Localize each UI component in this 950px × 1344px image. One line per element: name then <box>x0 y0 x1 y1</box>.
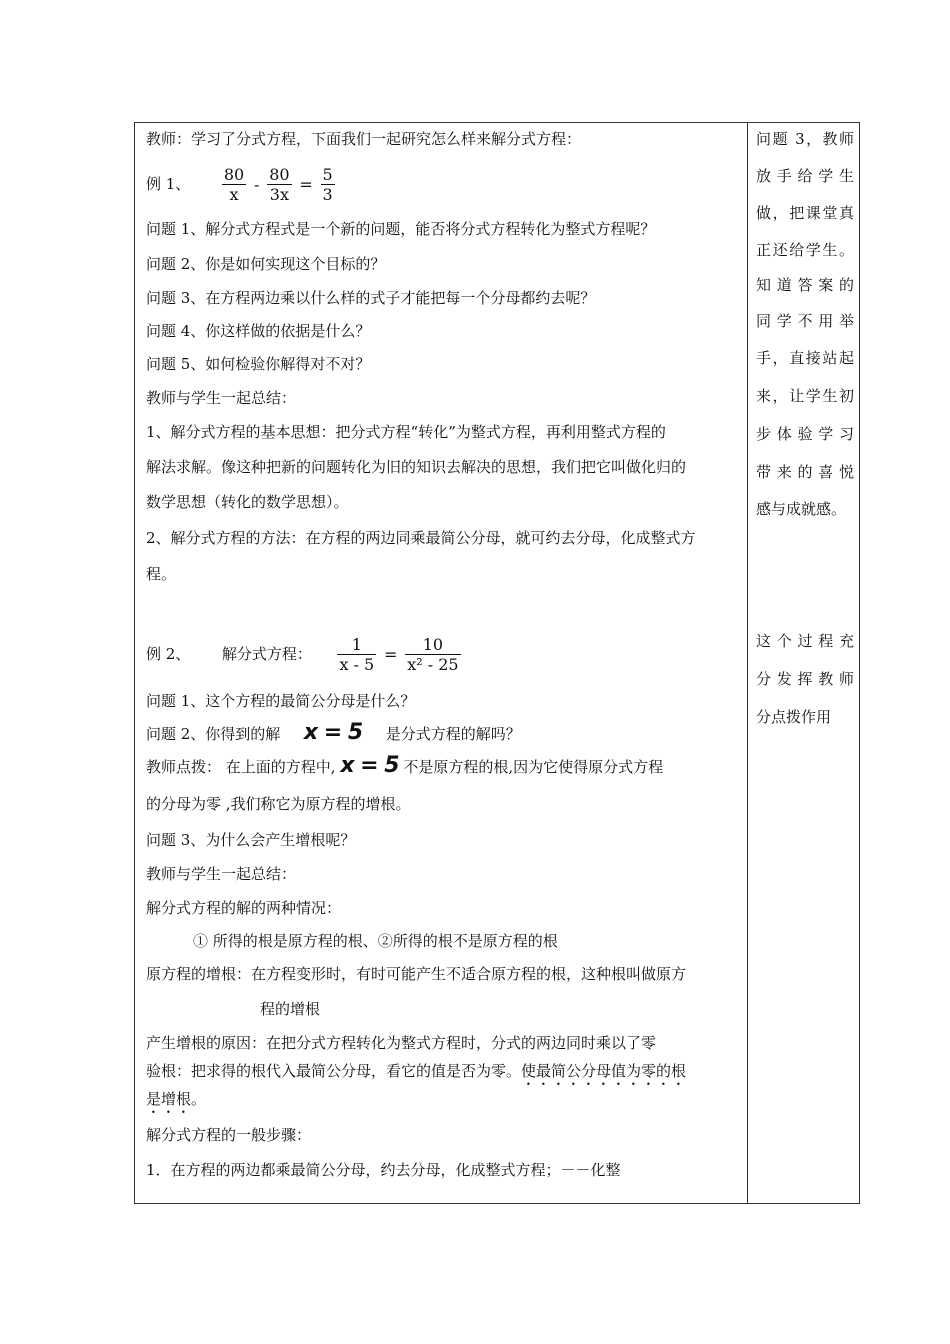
note-line: 知道答案的 <box>756 276 854 294</box>
note-line: 做，把课堂真 <box>756 204 854 222</box>
teacher-hint-line-2: 的分母为零 ,我们称它为原方程的增根。 <box>146 795 411 813</box>
extraneous-root-definition: 原方程的增根：在方程变形时，有时可能产生不适合原方程的根，这种根叫做原方 <box>146 965 687 983</box>
general-steps-heading: 解分式方程的一般步骤： <box>146 1126 312 1144</box>
summary-2-line-2: 程。 <box>146 565 177 583</box>
note-line: 手，直接站起 <box>756 349 854 367</box>
note-line: 带来的喜悦 <box>756 463 854 481</box>
note-line: 正还给学生。 <box>756 241 854 259</box>
teacher-hint-line-1: 教师点拨： 在上面的方程中, x = 5 不是原方程的根,因为它使得原分式方程 <box>146 753 664 778</box>
summary-heading-2: 教师与学生一起总结： <box>146 865 297 883</box>
x-equals-5-formula: x = 5 <box>340 753 399 778</box>
question-5: 问题 5、如何检验你解得对不对？ <box>146 355 371 373</box>
note-line: 问题 3，教师 <box>756 130 854 148</box>
example-2-text: 解分式方程： <box>221 645 312 663</box>
question-3: 问题 3、在方程两边乘以什么样的式子才能把每一个分母都约去呢？ <box>146 289 596 307</box>
summary-2-line-1: 2、解分式方程的方法：在方程的两边同乘最简公分母，就可约去分母，化成整式方 <box>146 529 696 547</box>
note-line: 分点拨作用 <box>756 708 832 726</box>
note-line: 步体验学习 <box>756 425 854 443</box>
fraction-1-over-x-minus-5: $\frac{1}{x - 5}$ <box>339 634 375 674</box>
teacher-intro: 教师：学习了分式方程，下面我们一起研究怎么样来解分式方程： <box>146 130 582 148</box>
example-1: 例 1、 $\frac{80}{x}$ - $\frac{80}{3x}$ = $\frac{5}{3}$ <box>146 164 333 204</box>
extraneous-root-reason: 产生增根的原因：在把分式方程转化为整式方程时，分式的两边同时乘以了零 <box>146 1034 657 1052</box>
summary-1-line-3: 数学思想（转化的数学思想）。 <box>146 493 349 511</box>
example-2: 例 2、 解分式方程： $\frac{1}{x - 5}$ = $\frac{10}{\text{x² - 25}}$ <box>146 634 459 674</box>
extraneous-root-definition-cont: 程的增根 <box>260 1000 321 1018</box>
two-cases-list: ① 所得的根是原方程的根、②所得的根不是原方程的根 <box>193 932 558 950</box>
example-1-label: 例 1、 <box>146 175 191 193</box>
question-1: 问题 1、解分式方程式是一个新的问题，能否将分式方程转化为整式方程呢？ <box>146 220 656 238</box>
summary-heading-1: 教师与学生一起总结： <box>146 389 297 407</box>
example-2-label: 例 2、 <box>146 645 191 663</box>
verify-root: 验根：把求得的根代入最简公分母，看它的值是否为零。使最简公分母值为零的根 <box>146 1062 687 1080</box>
verify-root-cont: 是增根。 <box>146 1090 207 1108</box>
example-2-question-3: 问题 3、为什么会产生增根呢？ <box>146 831 356 849</box>
note-line: 同学不用举 <box>756 312 854 330</box>
note-line: 感与成就感。 <box>756 500 847 518</box>
example-2-question-2: 问题 2、你得到的解 x = 5 是分式方程的解吗？ <box>146 720 521 745</box>
summary-1-line-1: 1、解分式方程的基本思想：把分式方程“转化”为整式方程，再利用整式方程的 <box>146 423 666 441</box>
question-2: 问题 2、你是如何实现这个目标的？ <box>146 255 386 273</box>
question-4: 问题 4、你这样做的依据是什么？ <box>146 322 371 340</box>
fraction-80-over-3x: $\frac{80}{3x}$ <box>269 164 290 204</box>
example-2-question-1: 问题 1、这个方程的最简公分母是什么？ <box>146 692 416 710</box>
step-1: 1．在方程的两边都乘最简公分母，约去分母，化成整式方程；－－化整 <box>146 1161 621 1179</box>
fraction-80-over-x: $\frac{80}{x}$ <box>223 164 245 204</box>
note-line: 分发挥教师 <box>756 670 854 688</box>
fraction-10-over-x2-minus-25: $\frac{10}{\text{x² - 25}}$ <box>407 634 459 674</box>
fraction-5-over-3: $\frac{5}{3}$ <box>322 164 333 204</box>
lesson-table <box>134 122 860 1204</box>
x-equals-5-formula: x = 5 <box>303 720 363 745</box>
note-line: 放手给学生 <box>756 167 854 185</box>
main-column <box>135 123 747 1203</box>
notes-column <box>748 123 859 1203</box>
summary-1-line-2: 解法求解。像这种把新的问题转化为旧的知识去解决的思想，我们把它叫做化归的 <box>146 458 687 476</box>
note-line: 来，让学生初 <box>756 387 854 405</box>
two-cases-heading: 解分式方程的解的两种情况： <box>146 899 342 917</box>
note-line: 这个过程充 <box>756 632 854 650</box>
verify-root-emphasis: 使最简公分母值为零的根 <box>521 1062 687 1080</box>
